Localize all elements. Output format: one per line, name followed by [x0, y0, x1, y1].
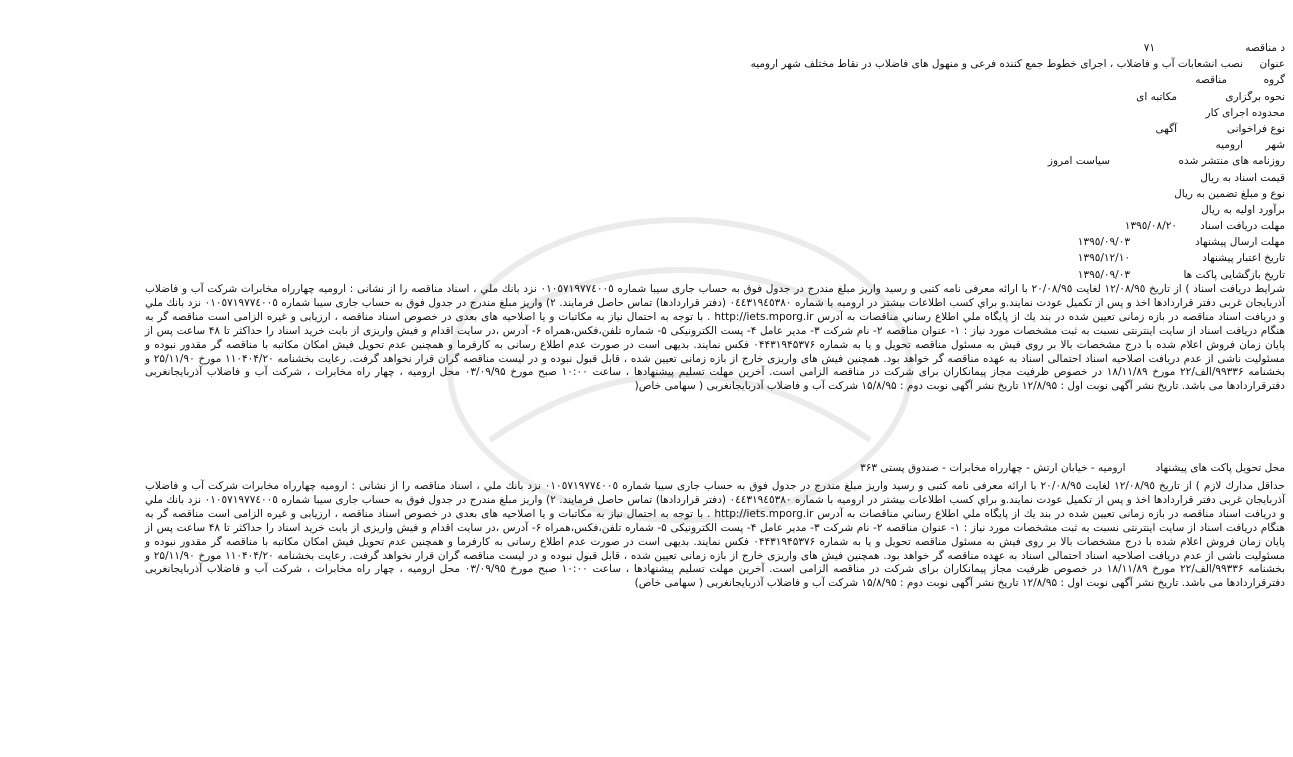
requirements-section — [145, 480, 1285, 591]
field-label: نوع و مبلغ تضمین به ریال — [1174, 187, 1285, 200]
field-value: مکاتبه ای — [1136, 90, 1177, 103]
field-label: د مناقصه — [1245, 42, 1285, 54]
field-label: نوع فراخوانی — [1226, 122, 1285, 135]
delivery-label: محل تحویل پاکت های پیشنهاد — [1155, 462, 1285, 474]
field-group — [145, 72, 1285, 88]
field-value: ١٣٩٥/١٢/١٠ — [1077, 252, 1130, 265]
requirements-label: حداقل مدارك لازم — [1203, 480, 1285, 492]
field-label: عنوان — [1259, 58, 1285, 71]
field-label: مهلت دریافت اسناد — [1200, 220, 1285, 233]
delivery-value: ارومیه - خیابان ارتش - چهارراه مخابرات - صندوق پستی ٣۶٣ — [860, 462, 1126, 474]
conditions-label: شرایط دریافت اسناد — [1193, 283, 1286, 295]
field-label: شهر — [1265, 139, 1285, 152]
field-method — [145, 89, 1285, 105]
field-value: نصب انشعابات آب و فاضلاب ، اجرای خطوط جمع کننده فرعی و منهول های فاضلاب در نقاط مختلف شهر ارومیه — [750, 58, 1243, 71]
field-label: مهلت ارسال پیشنهاد — [1195, 236, 1285, 249]
field-label: گروه — [1263, 74, 1285, 87]
field-newspapers — [145, 153, 1285, 169]
field-validity — [145, 250, 1285, 266]
field-estimate — [145, 202, 1285, 218]
delivery-location — [860, 462, 1285, 474]
field-label: نحوه برگزاری — [1225, 90, 1285, 103]
field-opening — [145, 267, 1285, 283]
conditions-text: ) از تاریخ ١٢/٠٨/٩٥ لغایت ٢٠/٠٨/٩٥ با ارائه معرفی نامه کتبی و رسید واریز مبلغ مندرج در جدول فوق به حساب جاری سیبا شماره ٠١٠٥٧١٩٧٧٤٠٠٥ نزد بانك ملي ، اسناد مناقصه را از نشانی : ارومیه چهارراه مخابرات شرکت آب و فاضلاب آذربایجان غربی دفتر قراردادها اخذ و پس از تکمیل عودت نمایند.و براي كسب اطلاعات بيشتر در اروميه با شماره ٠٤٤٣١٩٤٥٣٨٠ (دفتر قراردادها) تماس حاصل فرمایند. ٢) واریز مبلغ مندرج در جدول فوق به حساب جاری سیبا شماره ٠١٠٥٧١٩٧٧٤٠٠٥ نزد بانك ملي و دریافت اسناد مناقصه در بازه زمانی تعیین شده در بند یك از پایگاه ملي اطلاع رساني مناقصات به آدرس http://iets.mporg.ir . با توجه به احتمال نیاز به مکاتبات و یا اصلاحیه های بعدی در خصوص اسناد مناقصه ، ارزیابی و غیره الزامی است مناقصه گر به هنگام دریافت اسناد از سایت اینترنتی نسبت به ثبت مشخصات مورد نیاز : ١- عنوان مناقصه ٢- نام شرکت ٣- مدیر عامل ۴- پست الکترونیکی ۵- شماره تلفن،فکس،همراه ۶- آدرس ،در سایت اقدام و فیش واریزی از بابت خرید اسناد را حداکثر تا ۴٨ ساعت پس از پایان زمان فروش اعلام شده با درج مشخصات بالا بر روی فیش به مسئول مناقصه تحویل و یا به شماره ٠۴۴٣١٩۴۵٣٧۶ فکس نمایند. بدیهی است در صورت عدم اطلاع رسانی به کارفرما و همچنین عدم تحویل فیش امکان مکاتبه با مناقصه گر مقدور نبوده و مسئولیت ناشی از عدم دریافت اصلاحیه اسناد احتمالی اسناد به عهده مناقصه گر خواهد بود. همچنین فیش های واریزی خارج از بازه زمانی تعیین شده ، قابل قبول نبوده و در لیست مناقصه گران قرار نخواهد گرفت. رعایت بخشنامه ١١٠۴٠۴/٢٠ مورخ ٢۵/١١/٩٠ و بخشنامه ٩٩٣٣۶/الف/٢٢ مورخ ١٨/١١/٨٩ در خصوص ظرفیت مجاز پیمانکاران برای شرکت در مناقصه الزامی است. آخرین مهلت تسلیم پیشنهادها ، ساعت ١٠:٠٠ صبح مورخ ٠٣/٠٩/٩۵ محل ارومیه ، چهار راه مخابرات ، شرکت آب و فاضلاب آذربایجانغربی دفترقراردادها می باشد. تاریخ نشر آگهی نوبت اول : ١٢/٨/٩۵ تاریخ نشر آگهی نوبت دوم : ١۵/٨/٩۵ شرکت آب و فاضلاب آذربایجانغربی ( سهامی خاص( — [145, 283, 1286, 393]
field-value: ١٣٩٥/٠٩/٠٣ — [1077, 268, 1130, 281]
field-label: قیمت اسناد به ریال — [1200, 171, 1285, 184]
field-value: ١٣٩٥/٠٩/٠٣ — [1077, 236, 1130, 249]
field-scope — [145, 105, 1285, 121]
field-tender-no — [145, 40, 1285, 56]
field-submit-deadline — [145, 234, 1285, 250]
field-notice-type — [145, 121, 1285, 137]
requirements-text: ) از تاریخ ١٢/٠٨/٩٥ لغایت ٢٠/٠٨/٩٥ با ارائه معرفی نامه کتبی و رسید واریز مبلغ مندرج در جدول فوق به حساب جاری سیبا شماره ٠١٠٥٧١٩٧٧٤٠٠٥ نزد بانك ملي ، اسناد مناقصه را از نشانی : ارومیه چهارراه مخابرات شرکت آب و فاضلاب آذربایجان غربی دفتر قراردادها اخذ و پس از تکمیل عودت نمایند.و براي كسب اطلاعات بيشتر در اروميه با شماره ٠٤٤٣١٩٤٥٣٨٠ (دفتر قراردادها) تماس حاصل فرمایند. ٢) واریز مبلغ مندرج در جدول فوق به حساب جاری سیبا شماره ٠١٠٥٧١٩٧٧٤٠٠٥ نزد بانك ملي و دریافت اسناد مناقصه در بازه زمانی تعیین شده در بند یك از پایگاه ملي اطلاع رساني مناقصات به آدرس http://iets.mporg.ir . با توجه به احتمال نیاز به مکاتبات و یا اصلاحیه های بعدی در خصوص اسناد مناقصه ، ارزیابی و غیره الزامی است مناقصه گر به هنگام دریافت اسناد از سایت اینترنتی نسبت به ثبت مشخصات مورد نیاز : ١- عنوان مناقصه ٢- نام شرکت ٣- مدیر عامل ۴- پست الکترونیکی ۵- شماره تلفن،فکس،همراه ۶- آدرس ،در سایت اقدام و فیش واریزی از بابت خرید اسناد را حداکثر تا ۴٨ ساعت پس از پایان زمان فروش اعلام شده با درج مشخصات بالا بر روی فیش به مسئول مناقصه تحویل و یا به شماره ٠۴۴٣١٩۴۵٣٧۶ فکس نمایند. بدیهی است در صورت عدم اطلاع رسانی به کارفرما و همچنین عدم تحویل فیش امکان مکاتبه با مناقصه گر مقدور نبوده و مسئولیت ناشی از عدم دریافت اصلاحیه اسناد احتمالی اسناد به عهده مناقصه گر خواهد بود. همچنین فیش های واریزی خارج از بازه زمانی تعیین شده ، قابل قبول نبوده و در لیست مناقصه گران قرار نخواهد گرفت. رعایت بخشنامه ١١٠۴٠۴/٢٠ مورخ ٢۵/١١/٩٠ و بخشنامه ٩٩٣٣۶/الف/٢٢ مورخ ١٨/١١/٨٩ در خصوص ظرفیت مجاز پیمانکاران برای شرکت در مناقصه الزامی است. آخرین مهلت تسلیم پیشنهادها ، ساعت ١٠:٠٠ صبح مورخ ٠٣/٠٩/٩۵ محل ارومیه ، چهار راه مخابرات ، شرکت آب و فاضلاب آذربایجانغربی دفترقراردادها می باشد. تاریخ نشر آگهی نوبت اول : ١٢/٨/٩۵ تاریخ نشر آگهی نوبت دوم : ١۵/٨/٩۵ شرکت آب و فاضلاب آذربایجانغربی ( سهامی خاص) — [145, 480, 1286, 590]
field-label: تاریخ اعتبار پیشنهاد — [1202, 252, 1285, 265]
field-value: آگهی — [1155, 122, 1177, 135]
field-label: محدوده اجرای کار — [1205, 106, 1285, 119]
field-label: تاریخ بازگشایی پاکت ها — [1183, 268, 1285, 281]
field-city — [145, 137, 1285, 153]
field-value: سیاست امروز — [1047, 155, 1110, 168]
field-value: ارومیه — [1215, 139, 1243, 152]
field-label: روزنامه های منتشر شده — [1178, 155, 1285, 168]
field-title — [145, 56, 1285, 72]
tender-fields — [145, 40, 1285, 283]
field-label: برآورد اولیه به ریال — [1201, 203, 1285, 216]
field-value: ٧١ — [1143, 42, 1155, 54]
field-value: ١٣٩٥/٠٨/٢٠ — [1124, 220, 1177, 233]
conditions-section — [145, 283, 1285, 394]
field-doc-deadline — [145, 218, 1285, 234]
field-value: مناقصه — [1195, 74, 1227, 87]
field-guarantee — [145, 186, 1285, 202]
field-doc-price — [145, 170, 1285, 186]
